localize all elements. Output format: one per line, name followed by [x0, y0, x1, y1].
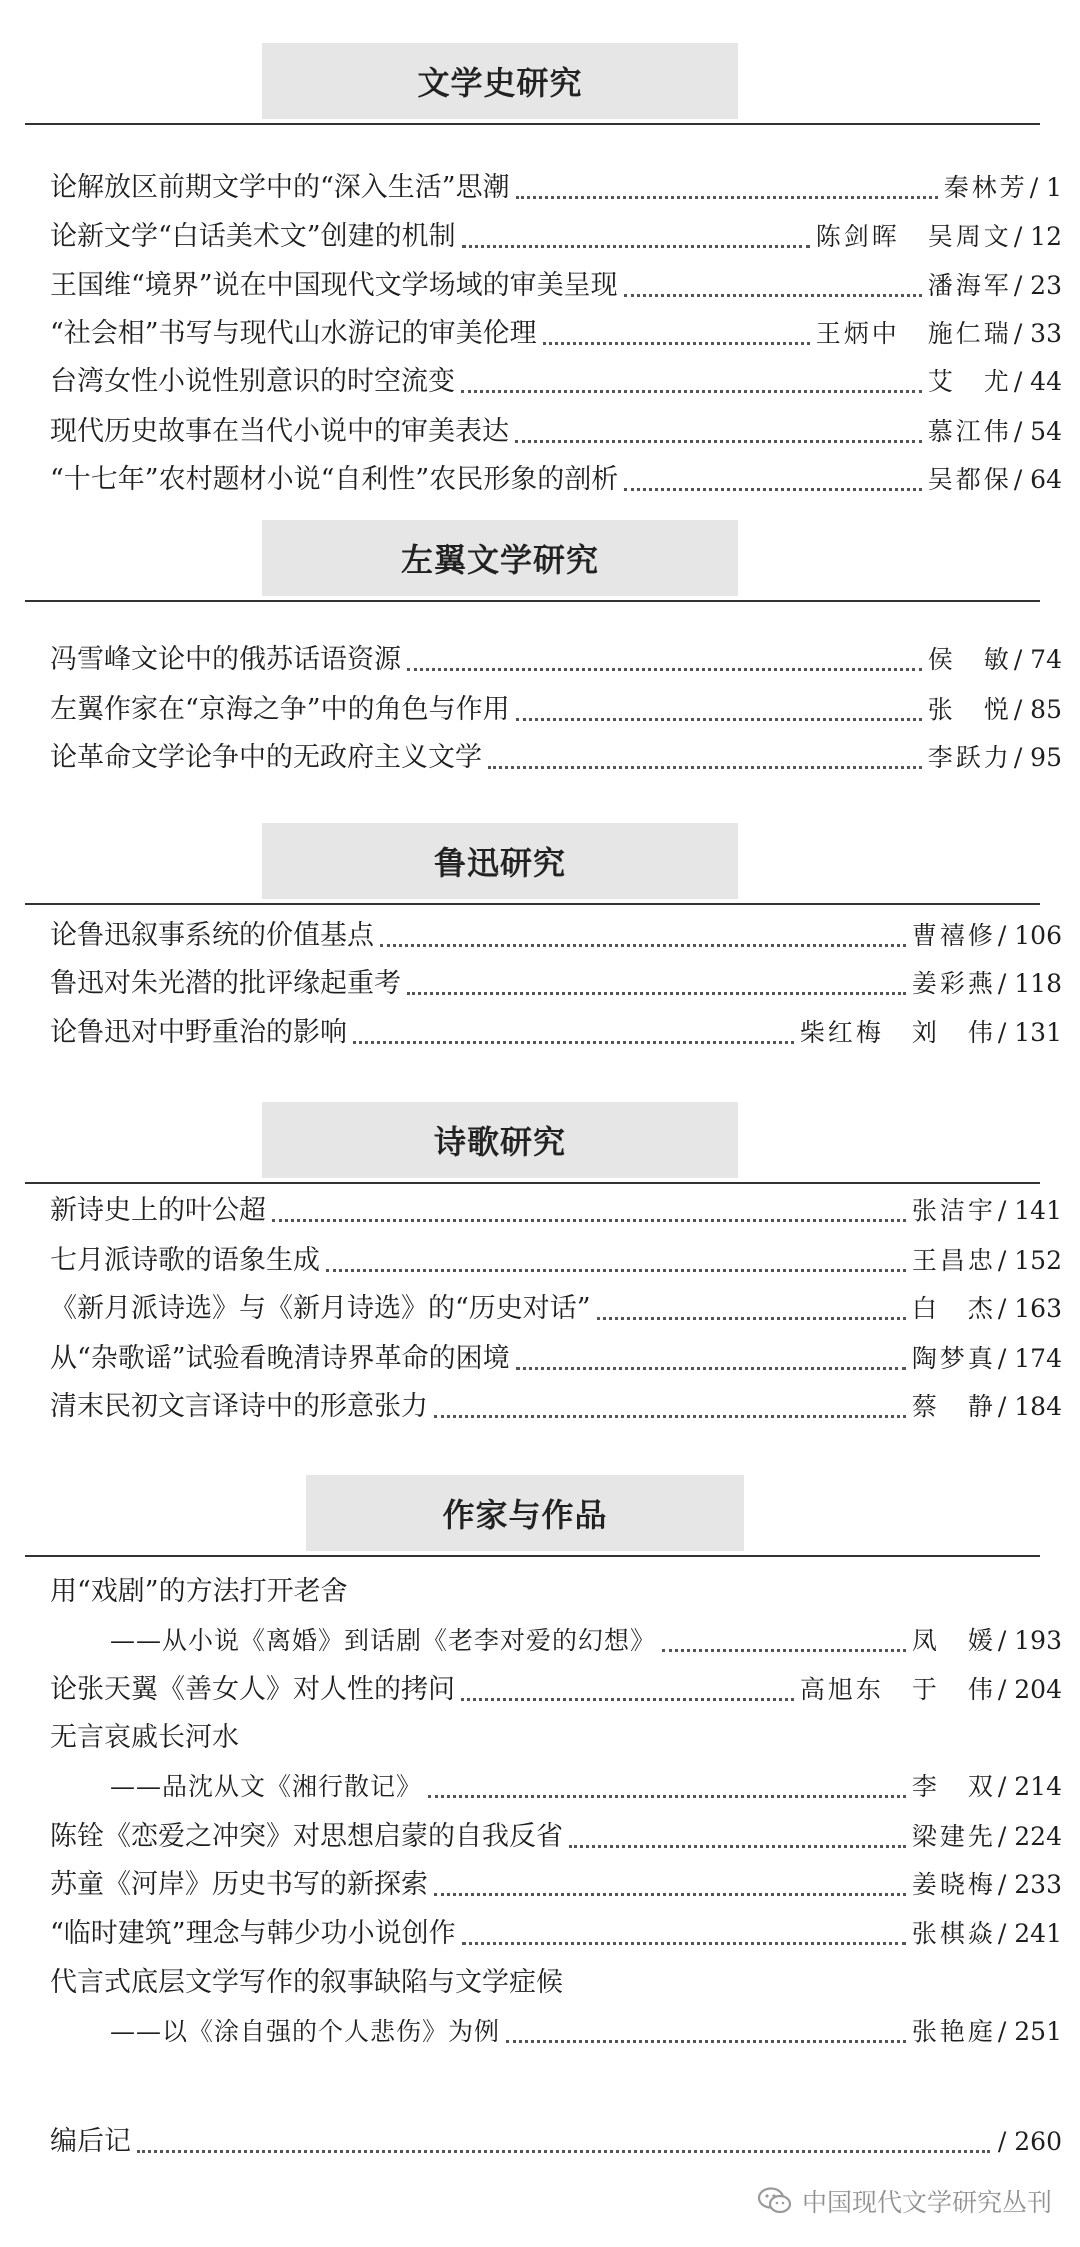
dot-leader — [272, 1219, 906, 1222]
entry-author: 李跃力 — [927, 743, 1012, 772]
toc-entry — [50, 1912, 1062, 1956]
dot-leader — [461, 1698, 794, 1701]
entry-title: 论新文学“白话美术文”创建的机制 — [50, 221, 456, 252]
dot-leader — [462, 1942, 906, 1945]
section-heading: 鲁迅研究 — [262, 823, 738, 899]
watermark — [758, 2183, 1052, 2219]
dot-leader — [515, 440, 922, 443]
entry-title: “临时建筑”理念与韩少功小说创作 — [50, 1918, 456, 1949]
entry-page-number: / 131 — [997, 1018, 1062, 1047]
dot-leader — [326, 1269, 906, 1272]
dot-leader — [662, 1649, 906, 1652]
entry-author: 张棋焱 — [911, 1919, 996, 1948]
entry-page-number: / 23 — [1013, 271, 1062, 300]
toc-entry — [50, 1189, 1062, 1233]
dot-leader — [516, 718, 922, 721]
toc-entry — [50, 410, 1062, 454]
section-rule — [25, 1555, 1040, 1557]
entry-page-number: / 74 — [1013, 645, 1062, 674]
entry-title: “十七年”农村题材小说“自利性”农民形象的剖析 — [50, 464, 619, 495]
section-header — [25, 823, 1040, 905]
toc-entry — [50, 215, 1062, 259]
dot-leader — [137, 2150, 990, 2153]
toc-entry — [50, 736, 1062, 780]
section-rule — [25, 123, 1040, 125]
entry-author: 曹禧修 — [911, 921, 996, 950]
entry-title: 清末民初文言译诗中的形意张力 — [50, 1391, 428, 1422]
entry-author: 侯 敏 — [927, 645, 1012, 674]
entry-title: 陈铨《恋爱之冲突》对思想启蒙的自我反省 — [50, 1821, 563, 1852]
section-heading: 左翼文学研究 — [262, 520, 738, 596]
toc-entry — [50, 962, 1062, 1006]
dot-leader — [506, 2040, 906, 2043]
entry-page-number: / 241 — [997, 1919, 1062, 1948]
section-heading: 作家与作品 — [306, 1475, 744, 1551]
entry-page-number: / 251 — [997, 2017, 1062, 2046]
toc-entry — [50, 1385, 1062, 1429]
entry-author: 张洁宇 — [911, 1196, 996, 1225]
entry-author: 秦林芳 — [943, 173, 1028, 202]
entry-page-number: / 106 — [997, 921, 1062, 950]
entry-page-number: / 204 — [997, 1675, 1062, 1704]
entry-author: 王昌忠 — [911, 1246, 996, 1275]
entry-title: 左翼作家在“京海之争”中的角色与作用 — [50, 694, 510, 725]
dot-leader — [407, 668, 922, 671]
dot-leader — [462, 245, 810, 248]
dot-leader — [516, 1367, 906, 1370]
toc-entry-title-line — [50, 1961, 1062, 2005]
entry-page-number: / 1 — [1029, 173, 1062, 202]
toc-entry-title-line — [50, 1716, 1062, 1760]
entry-page-number: / 193 — [997, 1626, 1062, 1655]
entry-page-number: / 118 — [997, 969, 1062, 998]
entry-title: 台湾女性小说性别意识的时空流变 — [50, 366, 455, 397]
entry-page-number: / 85 — [1013, 695, 1062, 724]
entry-author: 艾 尤 — [927, 367, 1012, 396]
dot-leader — [543, 342, 810, 345]
entry-title: 新诗史上的叶公超 — [50, 1195, 266, 1226]
entry-author: 潘海军 — [927, 271, 1012, 300]
dot-leader — [624, 488, 922, 491]
entry-title: 冯雪峰文论中的俄苏话语资源 — [50, 644, 401, 675]
entry-subtitle: ——从小说《离婚》到话剧《老李对爱的幻想》 — [110, 1626, 657, 1655]
entry-author: 蔡 静 — [911, 1392, 996, 1421]
entry-author: 梁建先 — [911, 1822, 996, 1851]
entry-page-number: / 224 — [997, 1822, 1062, 1851]
entry-title: “社会相”书写与现代山水游记的审美伦理 — [50, 318, 537, 349]
toc-entry — [50, 1863, 1062, 1907]
toc-entry — [50, 264, 1062, 308]
section-header — [25, 1475, 1040, 1557]
section-rule — [25, 1182, 1040, 1184]
section-header — [25, 43, 1040, 125]
toc-entry — [50, 1765, 1062, 1809]
entry-page-number: / 163 — [997, 1294, 1062, 1323]
entry-title: 苏童《河岸》历史书写的新探索 — [50, 1869, 428, 1900]
entry-author: 张艳庭 — [911, 2017, 996, 2046]
entry-page-number: / 260 — [997, 2127, 1062, 2156]
entry-page-number: / 64 — [1013, 465, 1062, 494]
toc-entry — [50, 1668, 1062, 1712]
entry-author: 白 杰 — [911, 1294, 996, 1323]
section-heading: 诗歌研究 — [262, 1102, 738, 1178]
entry-author: 张 悦 — [927, 695, 1012, 724]
entry-page-number: / 174 — [997, 1344, 1062, 1373]
toc-entry — [50, 1815, 1062, 1859]
entry-title: 代言式底层文学写作的叙事缺陷与文学症候 — [50, 1967, 563, 1998]
watermark-text: 中国现代文学研究丛刊 — [801, 2188, 1052, 2217]
toc-entry — [50, 1337, 1062, 1381]
dot-leader — [353, 1041, 794, 1044]
entry-page-number: / 152 — [997, 1246, 1062, 1275]
toc-entry — [50, 1287, 1062, 1331]
entry-author: 高旭东 于 伟 — [799, 1675, 996, 1704]
toc-entry — [50, 1011, 1062, 1055]
entry-title: 《新月派诗选》与《新月诗选》的“历史对话” — [50, 1293, 591, 1324]
dot-leader — [380, 944, 906, 947]
toc-entry — [50, 914, 1062, 958]
toc-entry — [50, 638, 1062, 682]
dot-leader — [434, 1893, 906, 1896]
entry-page-number: / 214 — [997, 1772, 1062, 1801]
entry-author: 姜彩燕 — [911, 969, 996, 998]
entry-page-number: / 12 — [1013, 222, 1062, 251]
toc-entry — [50, 2010, 1062, 2054]
toc-entry — [50, 312, 1062, 356]
toc-entry — [50, 1239, 1062, 1283]
section-rule — [25, 600, 1040, 602]
dot-leader — [516, 196, 938, 199]
entry-author: 陈剑晖 吴周文 — [815, 222, 1012, 251]
entry-author: 姜晓梅 — [911, 1870, 996, 1899]
dot-leader — [569, 1845, 906, 1848]
entry-title: 论鲁迅对中野重治的影响 — [50, 1017, 347, 1048]
entry-title: 王国维“境界”说在中国现代文学场域的审美呈现 — [50, 270, 618, 301]
dot-leader — [624, 294, 922, 297]
dot-leader — [488, 766, 922, 769]
entry-title: 无言哀戚长河水 — [50, 1722, 239, 1753]
entry-author: 柴红梅 刘 伟 — [799, 1018, 996, 1047]
entry-page-number: / 33 — [1013, 319, 1062, 348]
afterword-entry — [50, 2120, 1062, 2164]
toc-entry — [50, 166, 1062, 210]
entry-subtitle: ——品沈从文《湘行散记》 — [110, 1772, 423, 1801]
entry-title: 论革命文学论争中的无政府主义文学 — [50, 742, 482, 773]
section-rule — [25, 903, 1040, 905]
entry-author: 吴都保 — [927, 465, 1012, 494]
entry-title: 从“杂歌谣”试验看晚清诗界革命的困境 — [50, 1343, 510, 1374]
entry-title: 鲁迅对朱光潜的批评缘起重考 — [50, 968, 401, 999]
entry-author: 凤 媛 — [911, 1626, 996, 1655]
entry-title: 编后记 — [50, 2126, 131, 2157]
dot-leader — [461, 390, 922, 393]
section-heading: 文学史研究 — [262, 43, 738, 119]
dot-leader — [407, 992, 906, 995]
dot-leader — [428, 1795, 906, 1798]
toc-entry — [50, 458, 1062, 502]
dot-leader — [597, 1317, 906, 1320]
entry-author: 陶梦真 — [911, 1344, 996, 1373]
wechat-icon — [758, 2187, 792, 2215]
entry-page-number: / 95 — [1013, 743, 1062, 772]
entry-page-number: / 44 — [1013, 367, 1062, 396]
entry-author: 慕江伟 — [927, 417, 1012, 446]
toc-entry-title-line — [50, 1570, 1062, 1614]
entry-title: 现代历史故事在当代小说中的审美表达 — [50, 416, 509, 447]
entry-page-number: / 54 — [1013, 417, 1062, 446]
entry-subtitle: ——以《涂自强的个人悲伤》为例 — [110, 2017, 501, 2046]
section-header — [25, 520, 1040, 602]
entry-title: 论解放区前期文学中的“深入生活”思潮 — [50, 172, 510, 203]
toc-entry — [50, 360, 1062, 404]
entry-page-number: / 184 — [997, 1392, 1062, 1421]
entry-author: 王炳中 施仁瑞 — [815, 319, 1012, 348]
dot-leader — [434, 1415, 906, 1418]
entry-page-number: / 233 — [997, 1870, 1062, 1899]
entry-title: 用“戏剧”的方法打开老舍 — [50, 1576, 348, 1607]
toc-entry — [50, 1619, 1062, 1663]
entry-page-number: / 141 — [997, 1196, 1062, 1225]
entry-author: 李 双 — [911, 1772, 996, 1801]
entry-title: 七月派诗歌的语象生成 — [50, 1245, 320, 1276]
toc-entry — [50, 688, 1062, 732]
section-header — [25, 1102, 1040, 1184]
entry-title: 论鲁迅叙事系统的价值基点 — [50, 920, 374, 951]
entry-title: 论张天翼《善女人》对人性的拷问 — [50, 1674, 455, 1705]
